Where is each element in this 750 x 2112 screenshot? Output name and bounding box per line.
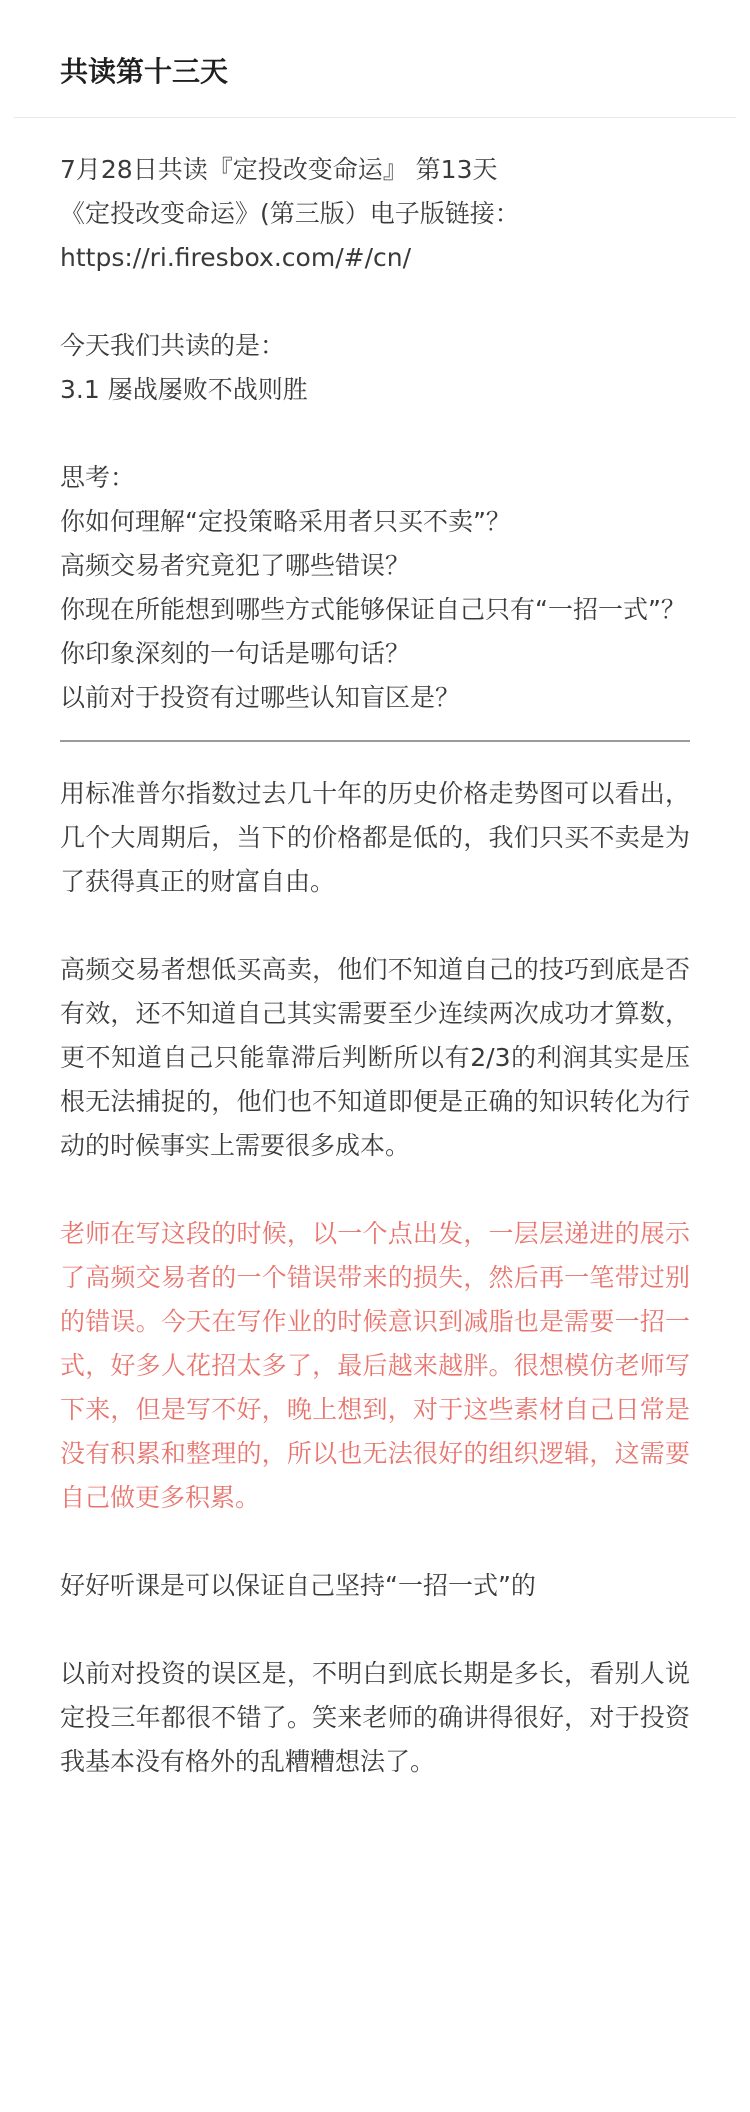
page-title: 共读第十三天 xyxy=(60,55,229,88)
question-item: 你现在所能想到哪些方式能够保证自己只有“一招一式”？ xyxy=(60,595,686,624)
article-body xyxy=(0,118,750,1784)
spacer xyxy=(60,412,690,456)
intro-book-line: 《定投改变命运》(第三版）电子版链接： xyxy=(60,199,520,228)
page-header xyxy=(14,0,736,118)
question-item: 你如何理解“定投策略采用者只买不卖”？ xyxy=(60,507,511,536)
answer-paragraph: 用标准普尔指数过去几十年的历史价格走势图可以看出，几个大周期后，当下的价格都是低的，我们只买不卖是为了获得真正的财富自由。 xyxy=(60,779,690,896)
answer-paragraph: 高频交易者想低买高卖，他们不知道自己的技巧到底是否有效，还不知道自己其实需要至少连续两次成功才算数，更不知道自己只能靠滞后判断所以有2/3的利润其实是压根无法捕捉的，他们也不知道即便是正确的知识转化为行动的时候事实上需要很多成本。 xyxy=(60,955,690,1160)
spacer xyxy=(60,280,690,324)
spacer xyxy=(60,1520,690,1564)
spacer xyxy=(60,1168,690,1212)
section-divider xyxy=(60,740,690,742)
spacer xyxy=(60,1608,690,1652)
highlighted-paragraph: 老师在写这段的时候，以一个点出发，一层层递进的展示了高频交易者的一个错误带来的损失，然后再一笔带过别的错误。今天在写作业的时候意识到减脂也是需要一招一式，好多人花招太多了，最后越来越胖。很想模仿老师写下来，但是写不好，晚上想到，对于这些素材自己日常是没有积累和整理的，所以也无法很好的组织逻辑，这需要自己做更多积累。 xyxy=(60,1219,690,1512)
intro-date-line: 7月28日共读『定投改变命运』 第13天 xyxy=(60,155,498,184)
today-chapter: 3.1 屡战屡败不战则胜 xyxy=(60,375,308,404)
answer-paragraph: 好好听课是可以保证自己坚持“一招一式”的 xyxy=(60,1571,536,1600)
today-label: 今天我们共读的是： xyxy=(60,331,286,360)
spacer xyxy=(60,904,690,948)
question-item: 以前对于投资有过哪些认知盲区是？ xyxy=(60,683,461,712)
answer-paragraph: 以前对投资的误区是，不明白到底长期是多长，看别人说定投三年都很不错了。笑来老师的确讲得很好，对于投资我基本没有格外的乱糟糟想法了。 xyxy=(60,1659,690,1776)
question-item: 高频交易者究竟犯了哪些错误？ xyxy=(60,551,411,580)
thinking-label: 思考： xyxy=(60,463,136,492)
question-item: 你印象深刻的一句话是哪句话？ xyxy=(60,639,411,668)
intro-link[interactable]: https://ri.firesbox.com/#/cn/ xyxy=(60,243,412,272)
